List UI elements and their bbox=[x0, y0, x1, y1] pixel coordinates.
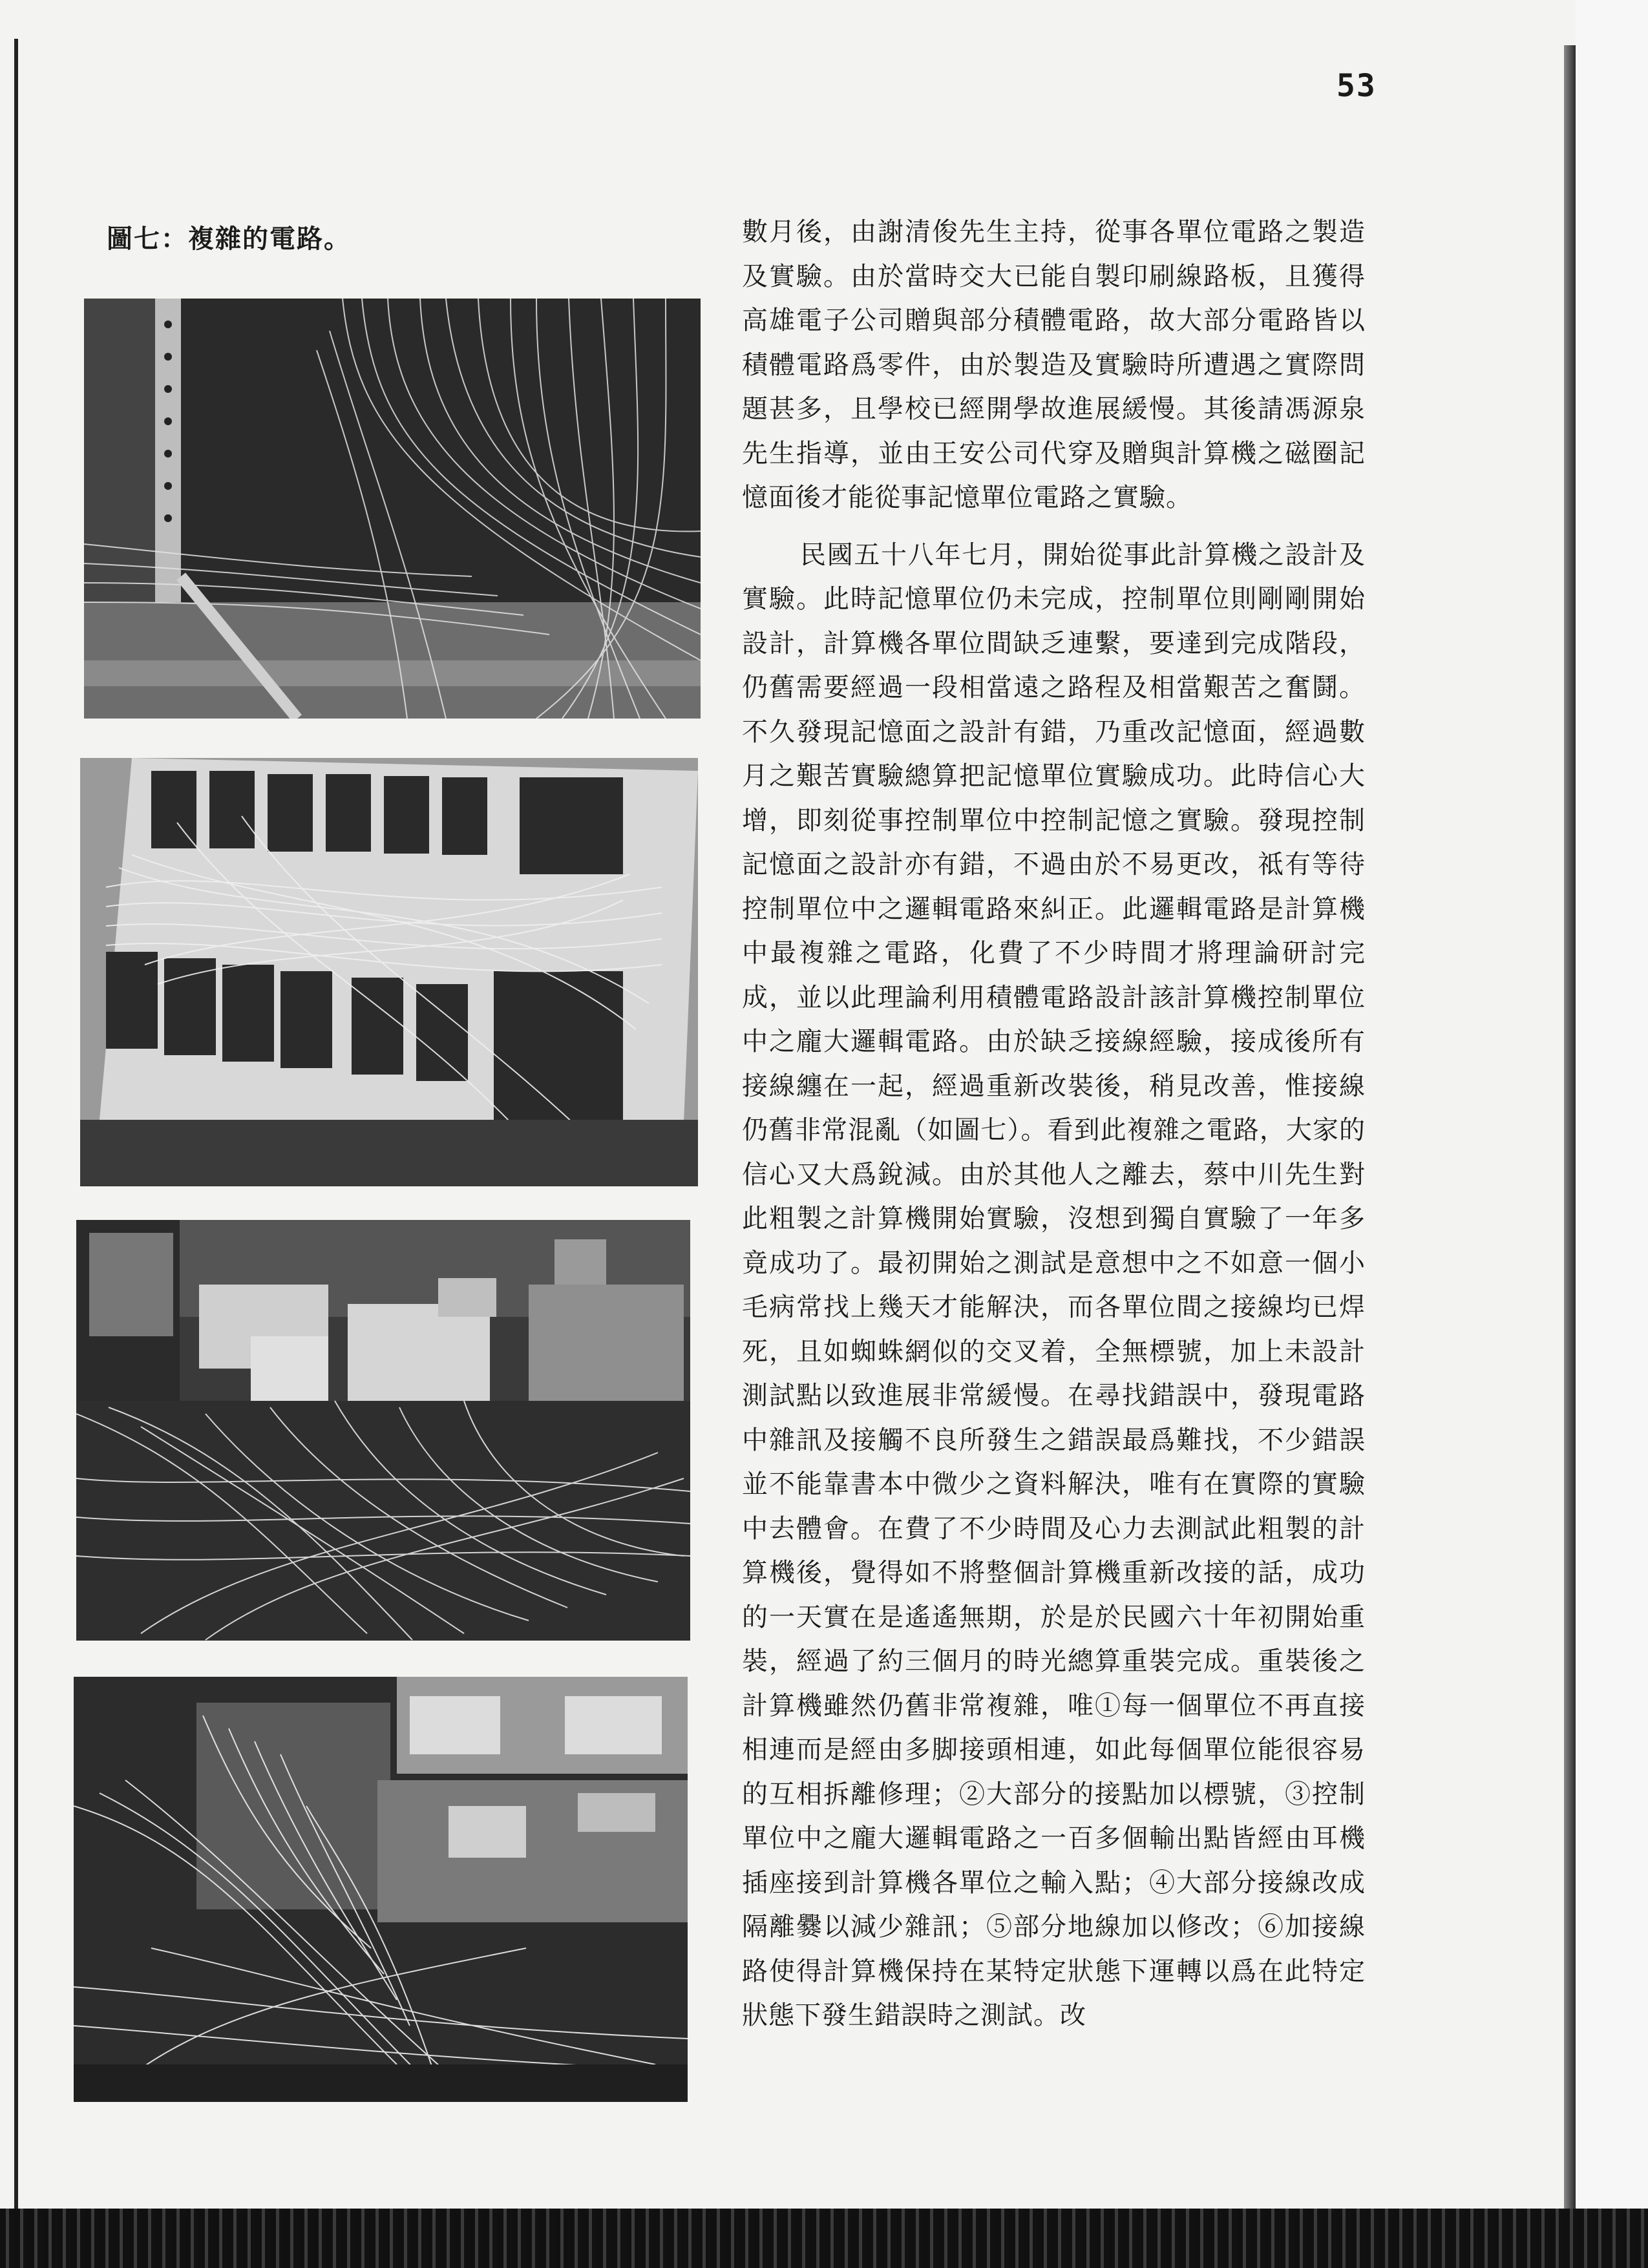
photo-test-bench-image bbox=[76, 1220, 690, 1641]
body-text bbox=[742, 210, 1366, 2038]
photo-wire-bundle-rack-image bbox=[84, 299, 701, 719]
page-right-margin bbox=[1576, 0, 1648, 2268]
page-left-edge bbox=[14, 39, 18, 2236]
paragraph-1: 數月後，由謝清俊先生主持，從事各單位電路之製造及實驗。由於當時交大已能自製印刷線路板，且獲得高雄電子公司贈與部分積體電路，故大部分電路皆以積體電路爲零件，由於製造及實驗時所遭遇之實際問題甚多，且學校已經開學故進展緩慢。其後請馮源泉先生指導，並由王安公司代穿及贈與計算機之磁圈記憶面後才能從事記憶單位電路之實驗。 bbox=[742, 217, 1366, 512]
figure-caption: 圖七：複雜的電路。 bbox=[107, 224, 351, 254]
scan-bottom-band bbox=[0, 2209, 1648, 2268]
photo-wired-panel bbox=[80, 758, 698, 1186]
photo-rewired-computer-image bbox=[74, 1677, 688, 2102]
paragraph-2: 民國五十八年七月，開始從事此計算機之設計及實驗。此時記憶單位仍未完成，控制單位則剛剛開始設計，計算機各單位間缺乏連繫，要達到完成階段，仍舊需要經過一段相當遠之路程及相當艱苦之奮鬪。不久發現記憶面之設計有錯，乃重改記憶面，經過數月之艱苦實驗總算把記憶單位實驗成功。此時信心大增，即刻從事控制單位中控制記憶之實驗。發現控制記憶面之設計亦有錯，不過由於不易更改，祗有等待控制單位中之邏輯電路來糾正。此邏輯電路是計算機中最複雜之電路，化費了不少時間才將理論研討完成，並以此理論利用積體電路設計該計算機控制單位中之龐大邏輯電路。由於缺乏接線經驗，接成後所有接線纏在一起，經過重新改裝後，稍見改善，惟接線仍舊非常混亂（如圖七）。看到此複雜之電路，大家的信心又大爲銳減。由於其他人之離去，蔡中川先生對此粗製之計算機開始實驗，沒想到獨自實驗了一年多竟成功了。最初開始之測試是意想中之不如意一個小毛病常找上幾天才能解決，而各單位間之接線均已焊死，且如蜘蛛網似的交叉着，全無標號，加上未設計測試點以致進展非常緩慢。在尋找錯誤中，發現電路中雜訊及接觸不良所發生之錯誤最爲難找，不少錯誤並不能靠書本中微少之資料解決，唯有在實際的實驗中去體會。在費了不少時間及心力去測試此粗製的計算機後，覺得如不將整個計算機重新改接的話，成功的一天實在是遙遙無期，於是於民國六十年初開始重裝，經過了約三個月的時光總算重裝完成。重裝後之計算機雖然仍舊非常複雜，唯①每一個單位不再直接相連而是經由多脚接頭相連，如此每個單位能很容易的互相拆離修理；②大部分的接點加以標號，③控制單位中之龐大邏輯電路之一百多個輸出點皆經由耳機插座接到計算機各單位之輸入點；④大部分接線改成隔離爨以減少雜訊；⑤部分地線加以修改；⑥加接線路使得計算機保持在某特定狀態下運轉以爲在此特定狀態下發生錯誤時之測試。改 bbox=[742, 540, 1366, 2030]
photo-wired-panel-image bbox=[80, 758, 698, 1186]
photo-rewired-computer bbox=[74, 1677, 688, 2102]
page-number: 53 bbox=[1336, 68, 1377, 104]
photo-wire-bundle-rack bbox=[84, 299, 701, 719]
page-right-binding bbox=[1564, 45, 1576, 2229]
photo-test-bench-instruments bbox=[76, 1220, 690, 1641]
